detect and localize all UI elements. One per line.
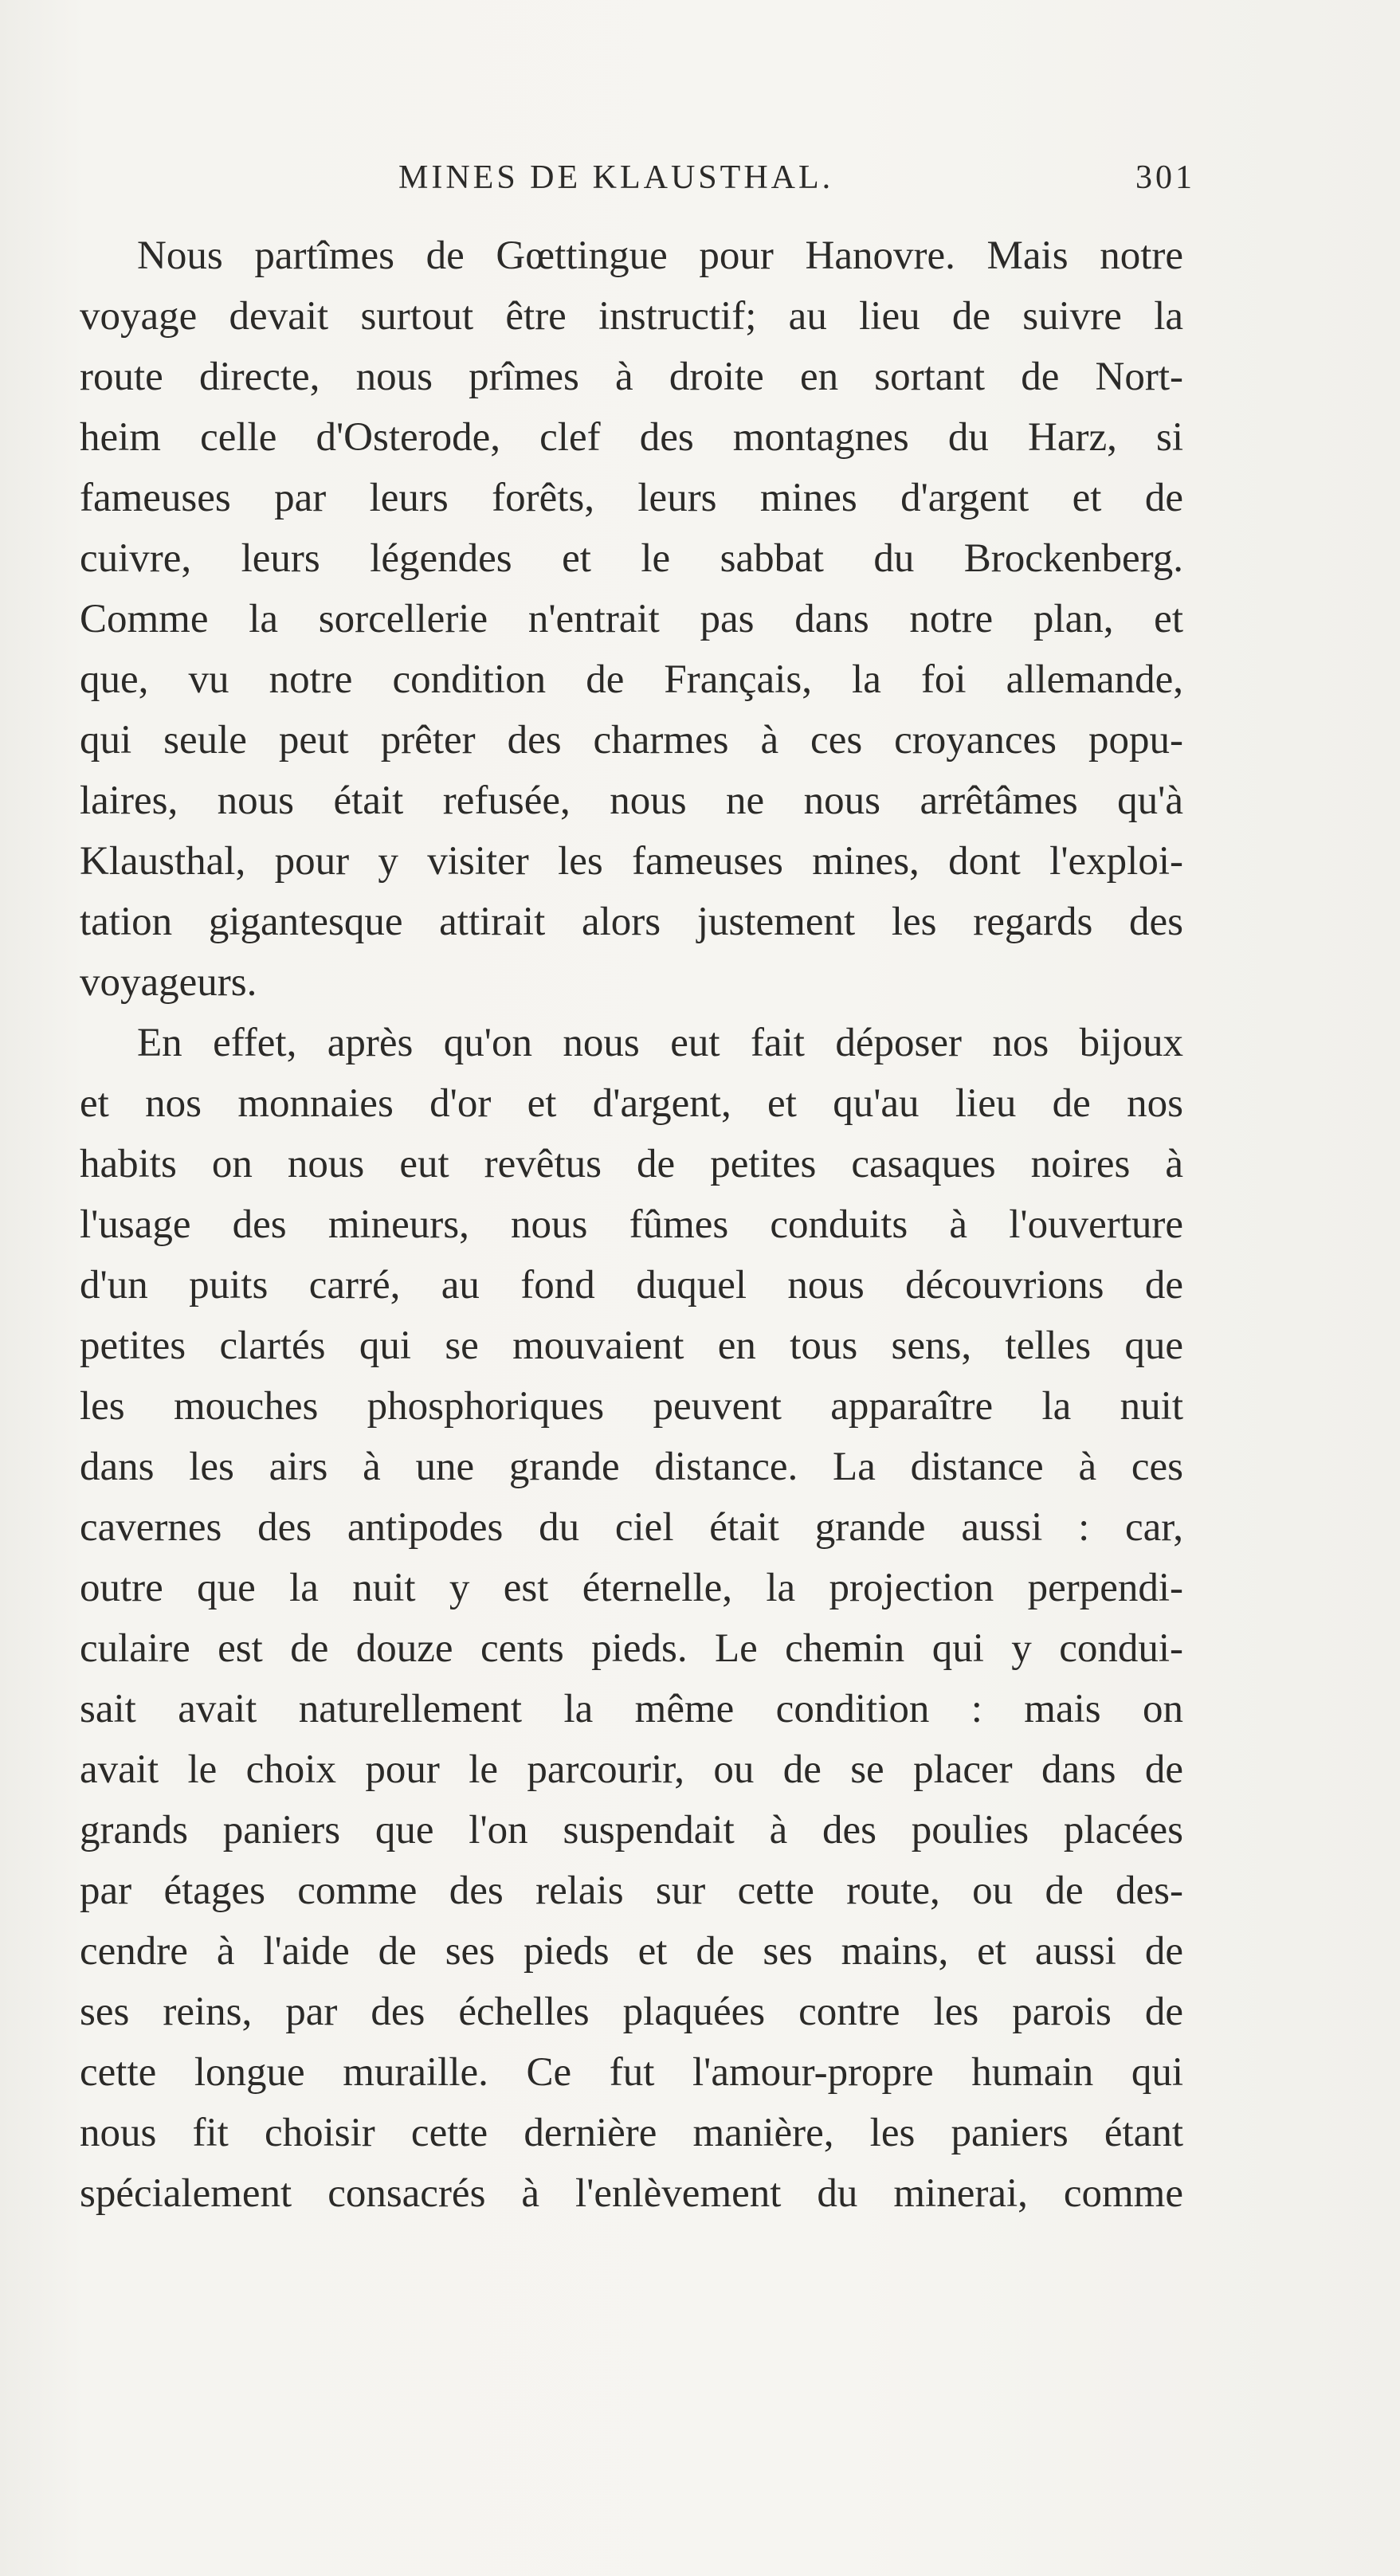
- running-title: MINES DE KLAUSTHAL.: [398, 159, 834, 196]
- text-line: heim celle d'Osterode, clef des montagnes du Harz, si: [80, 415, 1183, 460]
- text-line: cuivre, leurs légendes et le sabbat du Brockenberg.: [80, 536, 1183, 581]
- body-text: [80, 225, 1183, 2224]
- text-line: laires, nous était refusée, nous ne nous arrêtâmes qu'à: [80, 778, 1183, 823]
- text-line: voyageurs.: [80, 960, 257, 1005]
- text-line: Nous partîmes de Gœttingue pour Hanovre. Mais notre: [137, 233, 1183, 278]
- text-line: sait avait naturellement la même condition : mais on: [80, 1687, 1183, 1731]
- text-line: d'un puits carré, au fond duquel nous découvrions de: [80, 1263, 1183, 1308]
- text-line: dans les airs à une grande distance. La distance à ces: [80, 1445, 1183, 1489]
- text-line: cendre à l'aide de ses pieds et de ses mains, et aussi de: [80, 1929, 1183, 1974]
- running-head: [80, 150, 1195, 206]
- text-line: Comme la sorcellerie n'entrait pas dans notre plan, et: [80, 597, 1183, 641]
- text-line: route directe, nous prîmes à droite en sortant de Nort-: [80, 355, 1183, 399]
- text-line: tation gigantesque attirait alors justement les regards des: [80, 900, 1183, 944]
- text-line: voyage devait surtout être instructif; au lieu de suivre la: [80, 294, 1183, 339]
- text-line: avait le choix pour le parcourir, ou de se placer dans de: [80, 1747, 1183, 1792]
- text-line: spécialement consacrés à l'enlèvement du minerai, comme: [80, 2171, 1183, 2216]
- text-line: culaire est de douze cents pieds. Le chemin qui y condui-: [80, 1626, 1183, 1671]
- text-line: par étages comme des relais sur cette route, ou de des-: [80, 1868, 1183, 1913]
- text-line: Klausthal, pour y visiter les fameuses mines, dont l'exploi-: [80, 839, 1183, 884]
- text-line: grands paniers que l'on suspendait à des poulies placées: [80, 1808, 1183, 1853]
- text-line: En effet, après qu'on nous eut fait déposer nos bijoux: [137, 1021, 1183, 1065]
- text-line: qui seule peut prêter des charmes à ces croyances popu-: [80, 718, 1183, 763]
- text-line: cavernes des antipodes du ciel était grande aussi : car,: [80, 1505, 1183, 1550]
- page-number: 301: [1135, 159, 1195, 196]
- text-line: nous fit choisir cette dernière manière, les paniers étant: [80, 2111, 1183, 2155]
- text-line: que, vu notre condition de Français, la foi allemande,: [80, 657, 1183, 702]
- text-line: fameuses par leurs forêts, leurs mines d'argent et de: [80, 476, 1183, 520]
- text-line: et nos monnaies d'or et d'argent, et qu'au lieu de nos: [80, 1081, 1183, 1126]
- text-line: cette longue muraille. Ce fut l'amour-propre humain qui: [80, 2050, 1183, 2095]
- text-line: les mouches phosphoriques peuvent apparaître la nuit: [80, 1384, 1183, 1429]
- text-line: petites clartés qui se mouvaient en tous sens, telles que: [80, 1323, 1183, 1368]
- text-line: habits on nous eut revêtus de petites casaques noires à: [80, 1142, 1183, 1186]
- text-line: ses reins, par des échelles plaquées contre les parois de: [80, 1990, 1183, 2034]
- text-line: outre que la nuit y est éternelle, la projection perpendi-: [80, 1566, 1183, 1610]
- text-line: l'usage des mineurs, nous fûmes conduits à l'ouverture: [80, 1202, 1183, 1247]
